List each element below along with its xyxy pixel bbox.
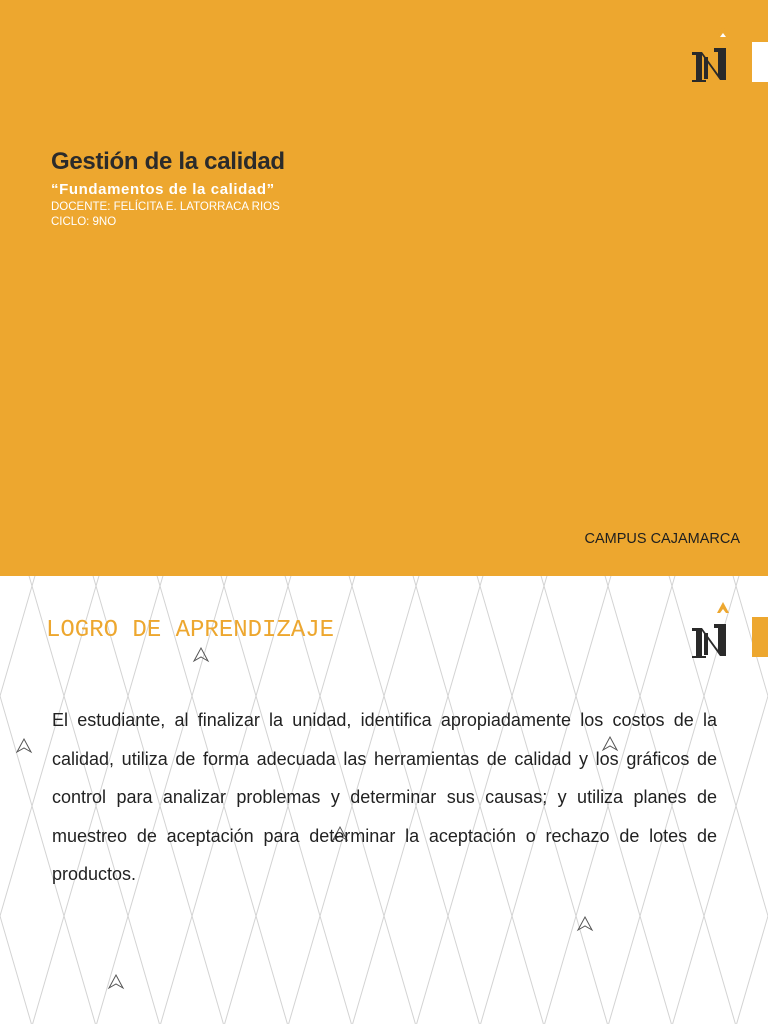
triangle-mark-icon [109,975,123,988]
slide1-edge-tab [752,42,768,82]
teacher-line: DOCENTE: FELÍCITA E. LATORRACA RIOS [51,201,280,213]
slide2-edge-tab [752,617,768,657]
pattern-line [0,576,768,586]
learning-outcome-title: LOGRO DE APRENDIZAJE [46,617,335,644]
triangle-mark-icon [17,739,31,752]
learning-outcome-text: El estudiante, al finalizar la unidad, identifica apropiadamente los costos de la calidad, utiliza de forma adecuada las herramientas de calidad y los gráficos de control para analizar problemas y determinar sus causas; y utiliza planes de muestreo de aceptación para determinar la aceptación o rechazo de lotes de productos. [52,710,717,884]
pattern-line [0,916,768,1024]
university-n-logo-icon [690,600,732,660]
campus-label: CAMPUS CAJAMARCA [584,531,740,547]
university-n-logo-icon [690,24,732,84]
triangle-mark-icon [578,917,592,930]
course-title: Gestión de la calidad [51,148,285,175]
cycle-line: CICLO: 9NO [51,216,117,228]
course-subtitle: “Fundamentos de la calidad” [51,181,275,198]
